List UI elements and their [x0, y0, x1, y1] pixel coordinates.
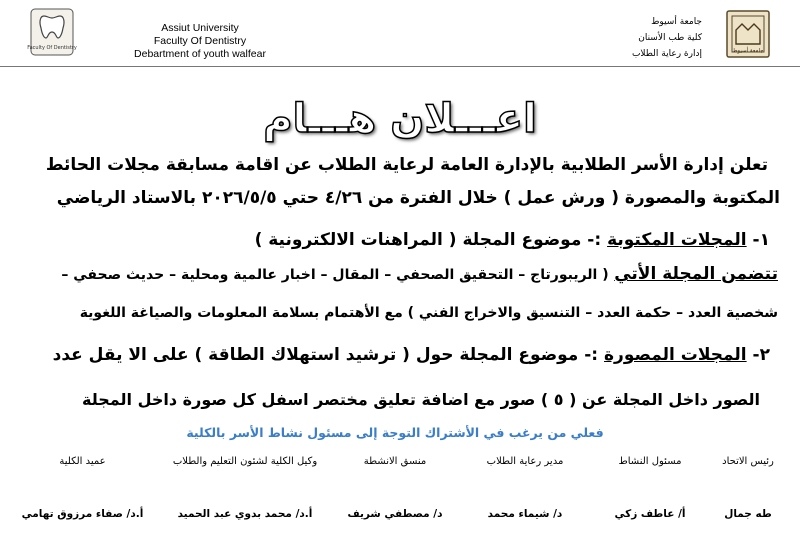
- signature-name-activities-coordinator: د/ مصطفي شريف: [347, 508, 443, 520]
- item-1-heading-line: [255, 230, 770, 250]
- faculty-name: Faculty Of Dentistry: [153, 35, 247, 47]
- faculty-logo: [27, 8, 77, 56]
- signature-title-student-care-director: مدير رعاية الطلاب: [486, 456, 564, 467]
- signature-title-vice-dean: وكيل الكلية لشئون التعليم والطلاب: [172, 456, 318, 467]
- contact-note: فعلي من يرغب في الأشتراك التوجة إلى مسئول نشاط الأسر بالكلية: [186, 425, 604, 440]
- department-name-ar: إدارة رعاية الطلاب: [631, 49, 702, 59]
- signature-name-dean: أ.د/ صفاء مرزوق تهامي: [21, 508, 144, 520]
- item-2-heading: المجلات المصورة: [604, 345, 747, 365]
- university-name-ar: جامعة أسيوط: [651, 17, 702, 27]
- item-1-topic: :- موضوع المجلة ( المراهنات الالكترونية ): [254, 230, 602, 250]
- item-2-heading-line: [53, 345, 770, 365]
- signature-name-union-president: طه جمال: [724, 508, 772, 520]
- signature-title-dean: عميد الكلية: [59, 456, 106, 467]
- item-2-topic: :- موضوع المجلة حول ( ترشيد استهلاك الطاقة ) على الا يقل عدد: [52, 345, 599, 365]
- item-1-includes-continued: شخصية العدد – حكمة العدد – التنسيق والاخراج الفني ) مع الأهتمام بسلامة المعلومات والصياغة اللغوية: [79, 305, 778, 321]
- intro-line-1: تعلن إدارة الأسر الطلابية بالإدارة العامة لرعاية الطلاب عن اقامة مسابقة مجلات الحائط: [45, 155, 768, 175]
- signature-title-activity-officer: مسئول النشاط: [618, 456, 682, 467]
- item-1-includes-line: [61, 264, 778, 284]
- item-1-includes-label: تتضمن المجلة الأتي: [614, 264, 778, 284]
- svg-text:Faculty Of Dentistry: Faculty Of Dentistry: [27, 45, 77, 51]
- signature-name-activity-officer: أ/ عاطف زكي: [614, 508, 686, 520]
- signature-title-union-president: رئيس الاتحاد: [722, 456, 774, 467]
- signature-name-student-care-director: د/ شيماء محمد: [487, 508, 563, 520]
- header-arabic: [562, 14, 702, 62]
- faculty-name-ar: كلية طب الأسنان: [638, 33, 702, 43]
- item-1-includes-list: ( الريبورتاج – التحقيق الصحفي – المقال – اخبار عالمية ومحلية – حديث صحفي –: [61, 267, 609, 283]
- header-english: [95, 22, 305, 61]
- item-1-number: ١-: [752, 230, 770, 250]
- item-1-heading: المجلات المكتوبة: [607, 230, 747, 250]
- university-logo: [726, 10, 770, 58]
- svg-text:جامعة أسيوط: جامعة أسيوط: [732, 48, 764, 54]
- header-divider: [0, 66, 800, 67]
- item-2-number: ٢-: [752, 345, 770, 365]
- item-2-continued: الصور داخل المجلة عن ( ٥ ) صور مع اضافة تعليق مختصر اسفل كل صورة داخل المجلة: [82, 390, 760, 409]
- department-name: Debartment of youth walfear: [134, 48, 266, 60]
- university-name: Assiut University: [161, 22, 239, 34]
- announcement-title: اعـــلان هـــام: [263, 96, 537, 142]
- signature-title-activities-coordinator: منسق الانشطة: [363, 456, 427, 467]
- intro-line-2: المكتوبة والمصورة ( ورش عمل ) خلال الفترة من ٤/٢٦ حتي ٢٠٢٦/٥/٥ بالاستاد الرياضي: [56, 188, 780, 208]
- signature-name-vice-dean: أ.د/ محمد بدوي عبد الحميد: [177, 508, 313, 520]
